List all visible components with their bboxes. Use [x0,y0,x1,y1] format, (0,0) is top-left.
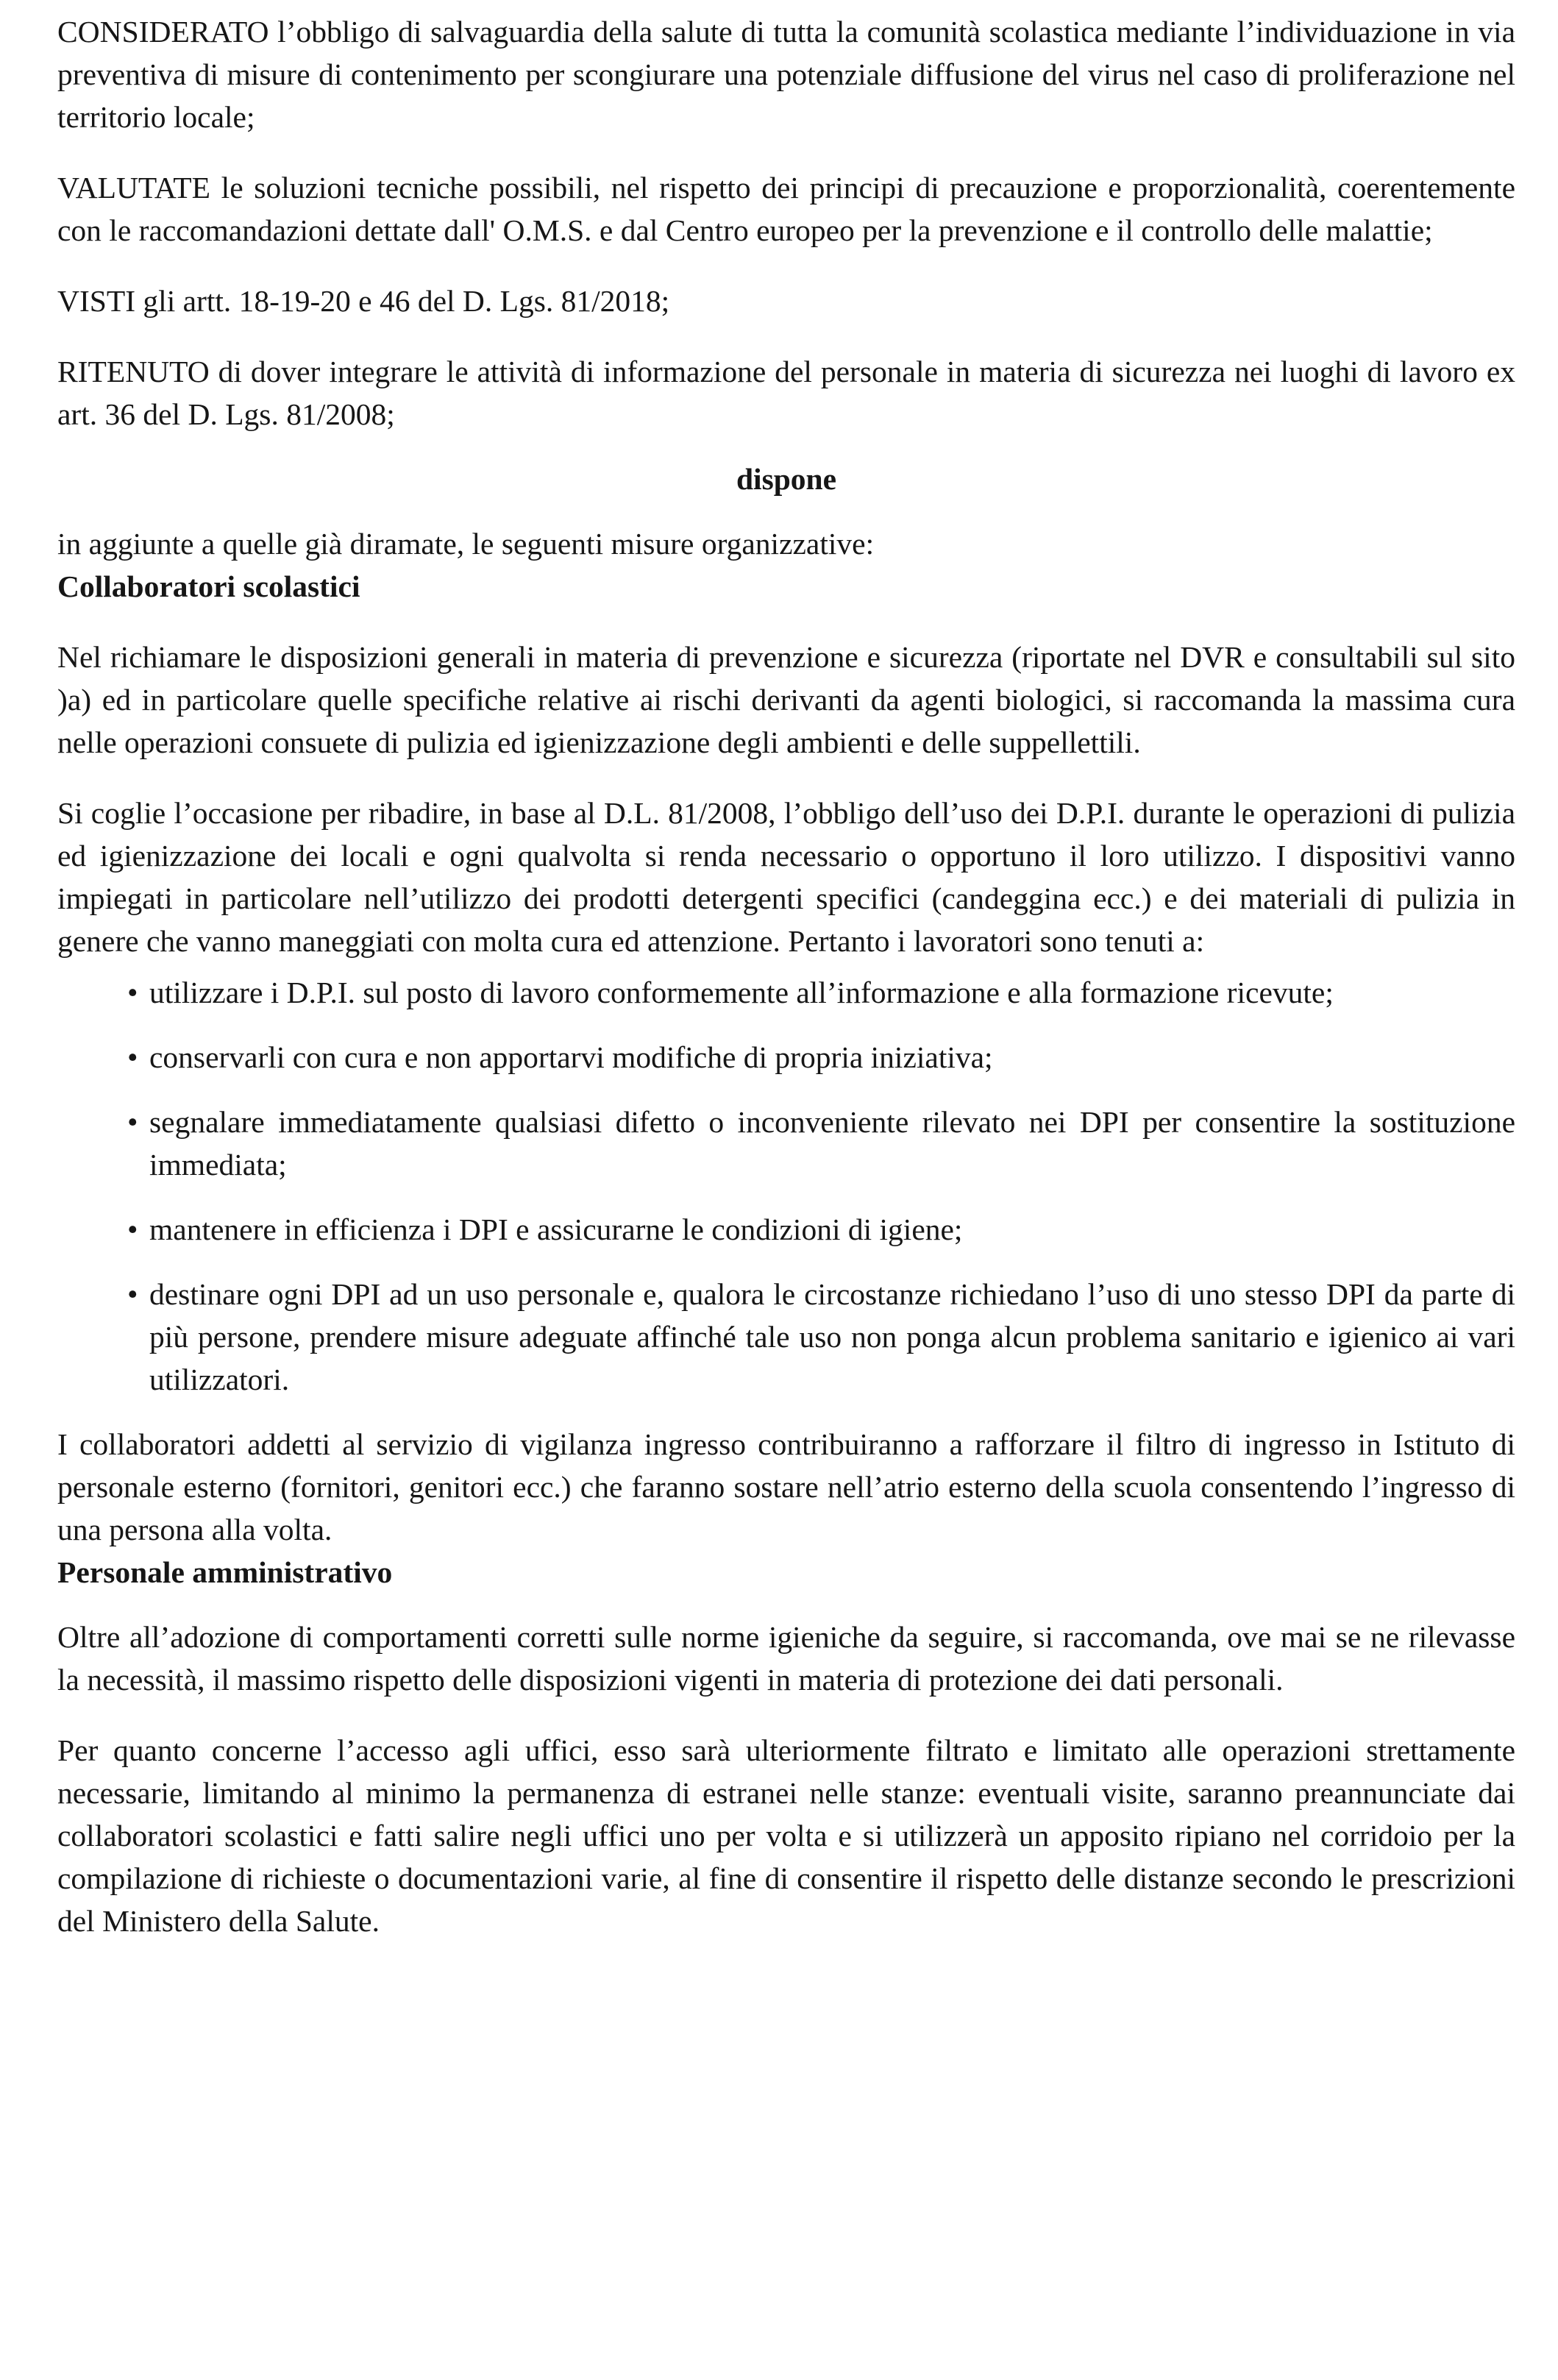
list-item [57,1208,1515,1251]
list-item-text: utilizzare i D.P.I. sul posto di lavoro conformemente all’informazione e alla formazione ricevute; [149,976,1334,1009]
list-item-text: conservarli con cura e non apportarvi modifiche di propria iniziativa; [149,1040,993,1074]
paragraph-misure: in aggiunte a quelle già diramate, le seguenti misure organizzative: [57,527,875,561]
dpi-obligations-list [57,971,1515,1401]
paragraph-vigilanza: I collaboratori addetti al servizio di vigilanza ingresso contribuiranno a rafforzare il filtro di ingresso in Istituto di personale esterno (fornitori, genitori ecc.) che faranno sostare nell’atrio esterno della scuola consentendo l’ingresso di una persona alla volta. [57,1427,1515,1546]
list-item [57,1101,1515,1186]
paragraph-disposizioni: Nel richiamare le disposizioni generali in materia di prevenzione e sicurezza (riportate nel DVR e consultabili sul sito )a) ed in particolare quelle specifiche relative ai rischi derivanti da agenti biologici, si raccomanda la massima cura nelle operazioni consuete di pulizia ed igienizzazione degli ambienti e delle suppellettili. [57,640,1515,759]
list-item-text: destinare ogni DPI ad un uso personale e, qualora le circostanze richiedano l’uso di uno stesso DPI da parte di più persone, prendere misure adeguate affinché tale uso non ponga alcun problema sanitario e igienico ai vari utilizzatori. [149,1277,1515,1396]
section-heading-collaboratori: Collaboratori scolastici [57,569,360,603]
paragraph-valutate: VALUTATE le soluzioni tecniche possibili, nel rispetto dei principi di precauzione e proporzionalità, coerentemente con le raccomandazioni dettate dall' O.M.S. e dal Centro europeo per la prevenzione e il controllo delle malattie; [57,171,1515,247]
list-item [57,1273,1515,1401]
paragraph-considerato: CONSIDERATO l’obbligo di salvaguardia della salute di tutta la comunità scolastica mediante l’individuazione in via preventiva di misure di contenimento per scongiurare una potenziale diffusione del virus nel caso di proliferazione nel territorio locale; [57,15,1515,134]
paragraph-dati-personali: Oltre all’adozione di comportamenti corretti sulle norme igieniche da seguire, si raccomanda, ove mai se ne rilevasse la necessità, il massimo rispetto delle disposizioni vigenti in materia di protezione dei dati personali. [57,1620,1515,1697]
bullet-icon: • [127,976,138,1009]
document-page [57,10,1515,1942]
dispone-heading: dispone [736,462,837,496]
list-item [57,1036,1515,1079]
bullet-icon: • [127,1040,138,1074]
list-item [57,971,1515,1014]
paragraph-visti: VISTI gli artt. 18-19-20 e 46 del D. Lgs. 81/2018; [57,284,670,318]
bullet-icon: • [127,1277,138,1311]
section-heading-amministrativo: Personale amministrativo [57,1555,393,1589]
bullet-icon: • [127,1105,138,1139]
list-item-text: segnalare immediatamente qualsiasi difetto o inconveniente rilevato nei DPI per consentire la sostituzione immediata; [149,1105,1515,1182]
list-item-text: mantenere in efficienza i DPI e assicurarne le condizioni di igiene; [149,1212,963,1246]
bullet-icon: • [127,1212,138,1246]
paragraph-dpi: Si coglie l’occasione per ribadire, in base al D.L. 81/2008, l’obbligo dell’uso dei D.P.I. durante le operazioni di pulizia ed igienizzazione dei locali e ogni qualvolta si renda necessario o opportuno il loro utilizzo. I dispositivi vanno impiegati in particolare nell’utilizzo dei prodotti detergenti specifici (candeggina ecc.) e dei materiali di pulizia in genere che vanno maneggiati con molta cura ed attenzione. Pertanto i lavoratori sono tenuti a: [57,796,1515,958]
paragraph-accesso-uffici: Per quanto concerne l’accesso agli uffici, esso sarà ulteriormente filtrato e limitato alle operazioni strettamente necessarie, limitando al minimo la permanenza di estranei nelle stanze: eventuali visite, saranno preannunciate dai collaboratori scolastici e fatti salire negli uffici uno per volta e si utilizzerà un apposito ripiano nel corridoio per la compilazione di richieste o documentazioni varie, al fine di consentire il rispetto delle distanze secondo le prescrizioni del Ministero della Salute. [57,1733,1515,1938]
paragraph-ritenuto: RITENUTO di dover integrare le attività di informazione del personale in materia di sicurezza nei luoghi di lavoro ex art. 36 del D. Lgs. 81/2008; [57,355,1515,431]
